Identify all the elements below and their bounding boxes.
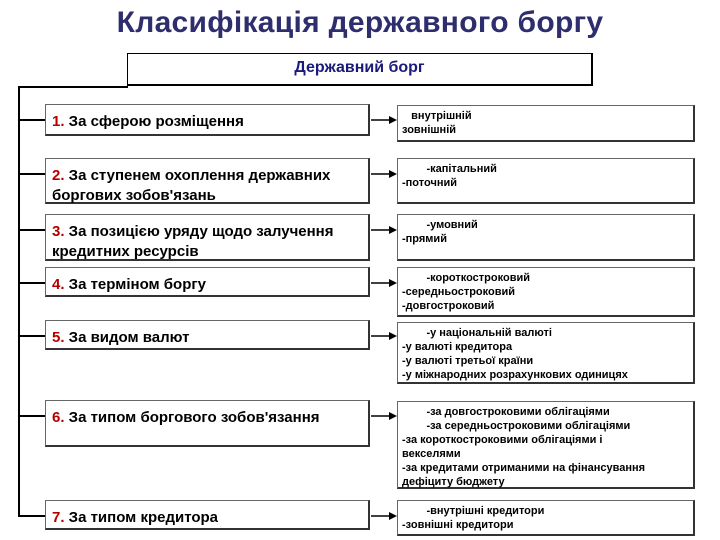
- category-number: 3.: [52, 223, 65, 240]
- subtype-list: [397, 267, 695, 317]
- subtype-item: -внутрішні кредитори: [402, 505, 545, 517]
- category-label: За типом боргового зобов'язання: [64, 409, 320, 426]
- category-number: 2.: [52, 167, 65, 184]
- subtype-list: [397, 105, 695, 142]
- category-number: 5.: [52, 329, 65, 346]
- subtype-item: -середньостроковий: [402, 286, 516, 298]
- subtype-item: -за короткостроковими облігаціями і: [402, 434, 603, 446]
- root-connector-horizontal: [18, 86, 128, 88]
- subtype-item: -капітальний: [402, 163, 497, 175]
- subtype-item: дефіциту бюджету: [402, 476, 505, 488]
- arrow-icon: [371, 115, 399, 125]
- category-box: [45, 104, 370, 136]
- category-box: [45, 158, 370, 204]
- branch-connector: [18, 119, 45, 121]
- subtype-item: -у міжнародних розрахункових одиницях: [402, 369, 628, 381]
- category-label: За видом валют: [64, 329, 190, 346]
- category-box: [45, 500, 370, 530]
- subtype-item: зовнішній: [402, 124, 457, 136]
- category-number: 1.: [52, 113, 65, 130]
- category-number: 4.: [52, 276, 65, 293]
- branch-connector: [18, 515, 45, 517]
- arrow-icon: [371, 278, 399, 288]
- subtype-item: -у національній валюті: [402, 327, 552, 339]
- category-number: 7.: [52, 509, 65, 526]
- subtype-list: [397, 158, 695, 204]
- subtype-item: -за довгостроковими облігаціями: [402, 406, 610, 418]
- root-connector-vertical: [18, 86, 20, 517]
- category-label: За сферою розміщення: [64, 113, 244, 130]
- category-label: За терміном боргу: [64, 276, 206, 293]
- category-box: [45, 400, 370, 447]
- subtype-item: -прямий: [402, 233, 447, 245]
- branch-connector: [18, 415, 45, 417]
- arrow-icon: [371, 411, 399, 421]
- category-label: За ступенем охоплення державних боргових зобов'язань: [52, 167, 331, 204]
- category-label: За типом кредитора: [64, 509, 219, 526]
- branch-connector: [18, 335, 45, 337]
- arrow-icon: [371, 169, 399, 179]
- category-label: За позицією уряду щодо залучення кредитних ресурсів: [52, 223, 334, 260]
- arrow-icon: [371, 511, 399, 521]
- subtype-item: векселями: [402, 448, 461, 460]
- subtype-list: [397, 322, 695, 384]
- subtype-item: -довгостроковий: [402, 300, 495, 312]
- arrow-icon: [371, 225, 399, 235]
- category-number: 6.: [52, 409, 65, 426]
- branch-connector: [18, 282, 45, 284]
- subtype-item: внутрішній: [402, 110, 472, 122]
- branch-connector: [18, 229, 45, 231]
- subtype-item: -зовнішні кредитори: [402, 519, 514, 531]
- subtype-item: -за середньостроковими облігаціями: [402, 420, 631, 432]
- subtype-list: [397, 500, 695, 536]
- page-title: Класифікація державного боргу: [116, 6, 604, 39]
- category-box: [45, 320, 370, 350]
- subtype-item: -короткостроковий: [402, 272, 530, 284]
- subtype-list: [397, 214, 695, 261]
- category-box: [45, 267, 370, 297]
- branch-connector: [18, 173, 45, 175]
- subtype-item: -поточний: [402, 177, 457, 189]
- root-node: Державний борг: [127, 53, 593, 86]
- subtype-item: -за кредитами отриманими на фінансування: [402, 462, 646, 474]
- subtype-item: -у валюті кредитора: [402, 341, 513, 353]
- category-box: [45, 214, 370, 261]
- arrow-icon: [371, 331, 399, 341]
- subtype-list: [397, 401, 695, 489]
- subtype-item: -у валюті третьої країни: [402, 355, 534, 367]
- subtype-item: -умовний: [402, 219, 478, 231]
